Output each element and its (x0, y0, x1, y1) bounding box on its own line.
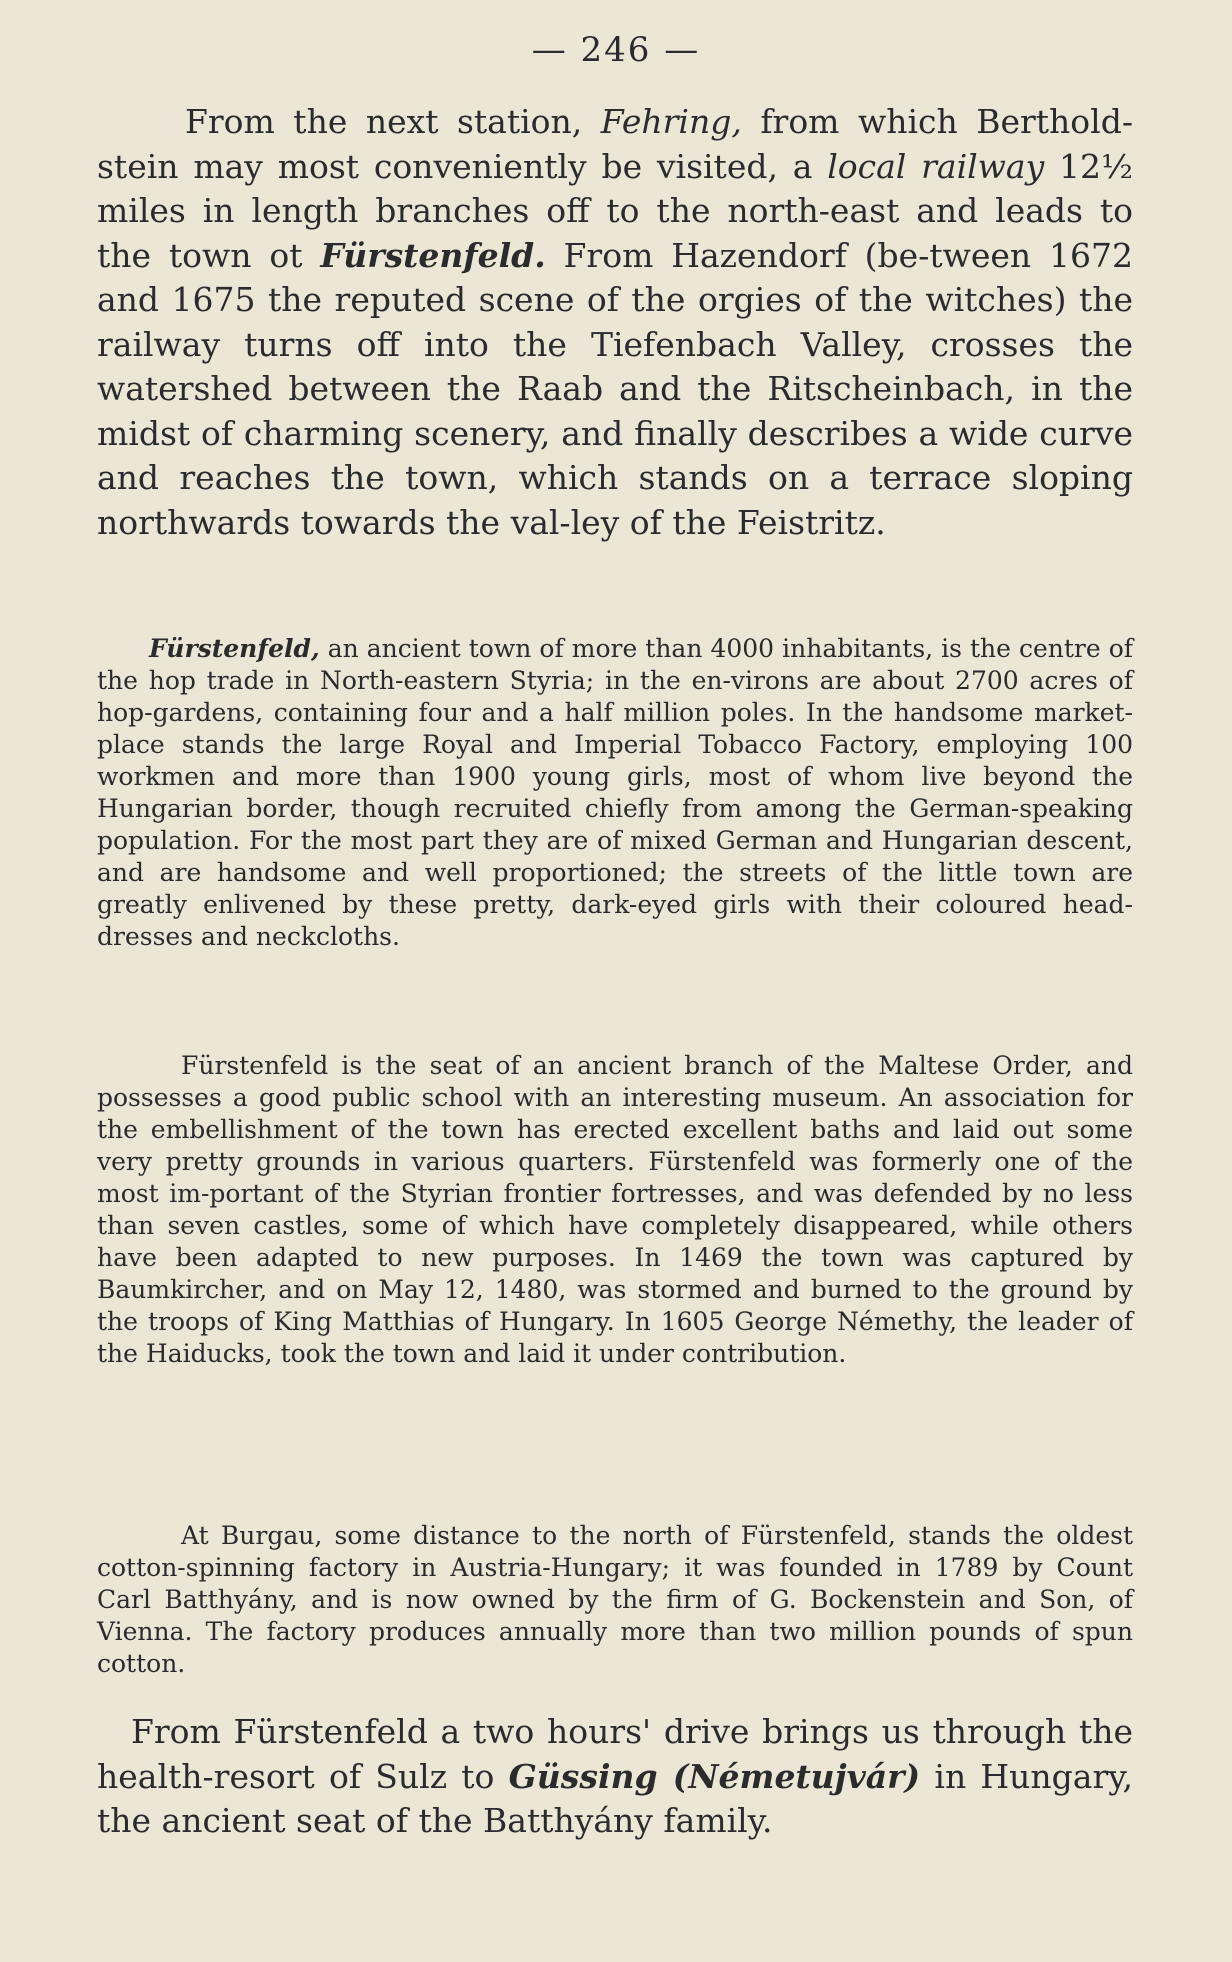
paragraph-guessing (97, 1710, 1133, 1844)
place-name-guessing: Güssing (Németujvár) (508, 1756, 921, 1796)
paragraph-text: From Hazendorf (be-tween 1672 and 1675 the reputed scene of the orgies of the witches) the railway turns off into the Tiefenbach Valley, crosses the watershed between the Raab and the Ritscheinbach, in the midst of charming scenery, and finally describes a wide curve and reaches the town, which stands on a terrace sloping northwards towards the val-ley of the Feistritz. (97, 235, 1133, 542)
paragraph-text: 12½ miles in length branches off to the north-east and leads to the town ot (97, 146, 1134, 275)
paragraph-text: an ancient town of more than 4000 inhabitants, is the centre of the hop trade in North-eastern Styria; in the en-virons are about 2700 acres of hop-gardens, containing four and a half million poles. In the handsome market-place stands the large Royal and Imperial Tobacco Factory, employing 100 workmen and more than 1900 young girls, most of whom live beyond the Hungarian border, though recruited chiefly from among the German-speaking population. For the most part they are of mixed German and Hungarian descent, and are handsome and well proportioned; the streets of the little town are greatly enlivened by these pretty, dark-eyed girls with their coloured head-dresses and neckcloths. (97, 634, 1133, 951)
page-number: — 246 — (531, 30, 701, 70)
paragraph-fuerstenfeld-history (97, 1050, 1133, 1370)
paragraph-text: in Hungary, the ancient seat of the Batthyány family. (97, 1756, 1133, 1840)
paragraph-text: At Burgau, some distance to the north of Fürstenfeld, stands the oldest cotton-spinning factory in Austria-Hungary; it was founded in 1789 by Count Carl Batthyány, and is now owned by the firm of G. Bockenstein and Son, of Vienna. The factory produces annually more than two million pounds of spun cotton. (97, 1521, 1133, 1678)
paragraph-fehring-railway (97, 100, 1133, 545)
place-name-fuerstenfeld: Fürstenfeld. (320, 235, 546, 275)
term-local-railway: local railway (827, 146, 1045, 186)
paragraph-text: from which Berthold-stein may most conveniently be visited, a (97, 102, 1133, 186)
paragraph-fuerstenfeld-hop-trade (97, 633, 1133, 953)
paragraph-text: Fürstenfeld is the seat of an ancient branch of the Maltese Order, and possesses a good public school with an interesting museum. An association for the embellishment of the town has erected excellent baths and laid out some very pretty grounds in various quarters. Fürstenfeld was formerly one of the most im-portant of the Styrian frontier fortresses, and was defended by no less than seven castles, some of which have completely disappeared, while others have been adapted to new purposes. In 1469 the town was captured by Baumkircher, and on May 12, 1480, was stormed and burned to the ground by the troops of King Matthias of Hungary. In 1605 George Némethy, the leader of the Haiducks, took the town and laid it under contribution. (97, 1051, 1133, 1368)
place-name-fehring: Fehring, (600, 102, 742, 141)
paragraph-text: From Fürstenfeld a two hours' drive brings us through the health-resort of Sulz to (97, 1712, 1133, 1796)
paragraph-burgau-factory (97, 1520, 1133, 1680)
place-name-fuerstenfeld: Fürstenfeld, (149, 634, 320, 663)
paragraph-text: From the next station, (185, 102, 601, 141)
